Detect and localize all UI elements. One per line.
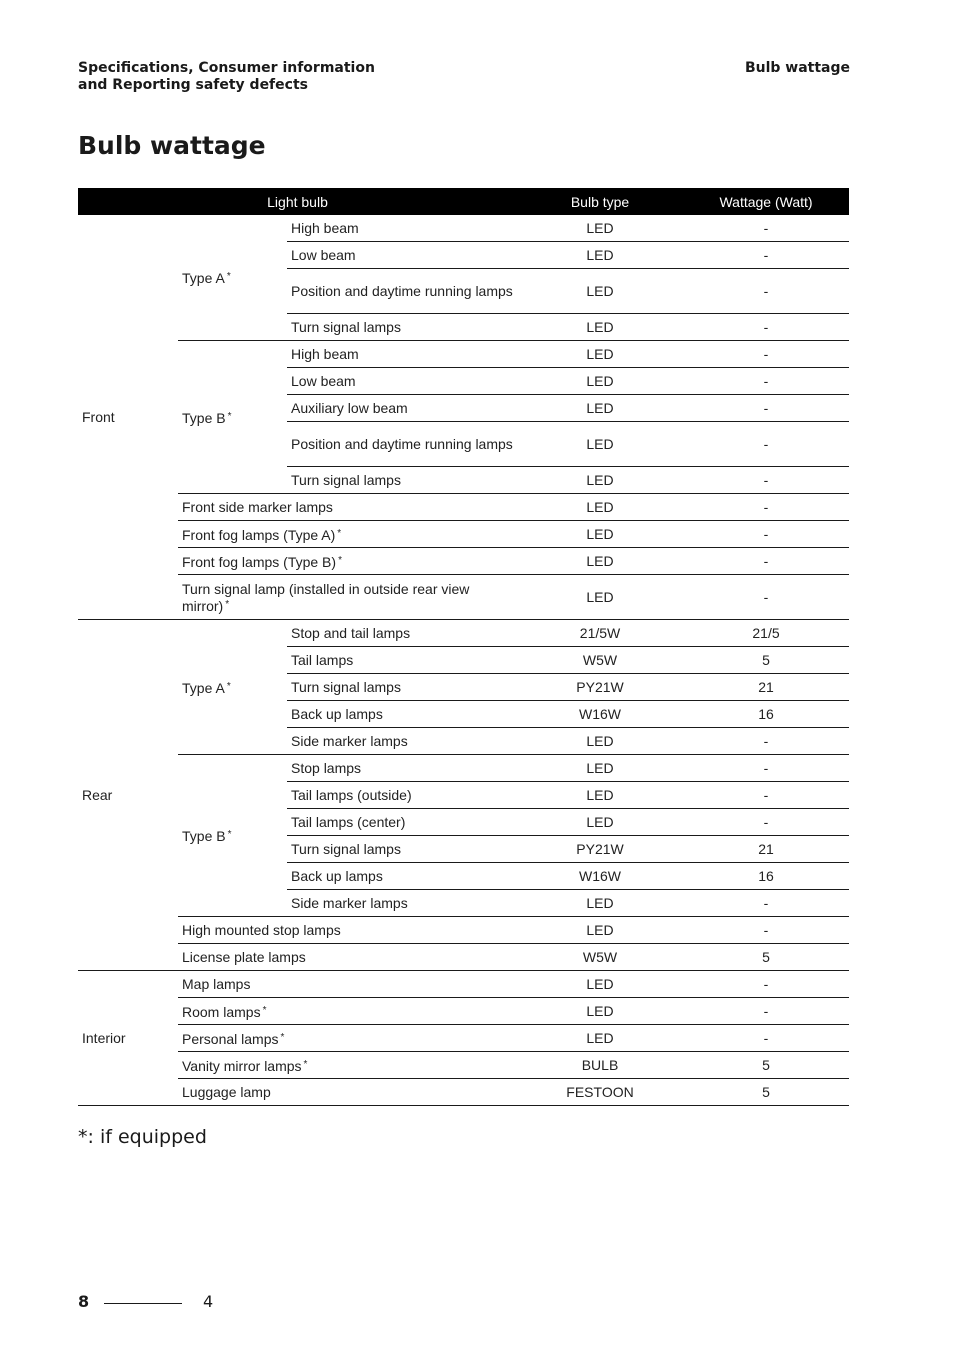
bulb-type: LED: [517, 782, 683, 809]
bulb-wattage: -: [683, 890, 849, 917]
bulb-type: LED: [517, 755, 683, 782]
bulb-type: W16W: [517, 863, 683, 890]
bulb-name: Side marker lamps: [287, 890, 517, 917]
bulb-name: Front fog lamps (Type B): [182, 553, 337, 570]
equipped-marker: *: [225, 598, 230, 610]
bulb-name: Tail lamps (center): [287, 809, 517, 836]
page-title: Bulb wattage: [78, 131, 266, 160]
table-row: [78, 1025, 849, 1052]
bulb-wattage: -: [683, 422, 849, 467]
bulb-type: LED: [517, 395, 683, 422]
table-row: [78, 1079, 849, 1106]
bulb-name: Back up lamps: [287, 701, 517, 728]
bulb-name: Tail lamps (outside): [287, 782, 517, 809]
bulb-type: LED: [517, 215, 683, 242]
equipped-marker: *: [226, 680, 231, 692]
subgroup-rear-type-a: [178, 620, 287, 755]
bulb-wattage: -: [683, 998, 849, 1025]
bulb-wattage: -: [683, 467, 849, 494]
bulb-wattage: -: [683, 314, 849, 341]
bulb-type: BULB: [517, 1052, 683, 1079]
bulb-name: Back up lamps: [287, 863, 517, 890]
bulb-name-cell: [178, 1025, 517, 1052]
bulb-wattage: 5: [683, 647, 849, 674]
bulb-type: LED: [517, 422, 683, 467]
bulb-name: Tail lamps: [287, 647, 517, 674]
bulb-type: LED: [517, 998, 683, 1025]
page-number: 4: [203, 1292, 214, 1311]
bulb-wattage: -: [683, 728, 849, 755]
equipped-marker: *: [227, 410, 232, 422]
bulb-type: LED: [517, 971, 683, 998]
bulb-wattage: -: [683, 242, 849, 269]
bulb-name: Turn signal lamps: [287, 467, 517, 494]
bulb-wattage: 5: [683, 944, 849, 971]
bulb-type: LED: [517, 809, 683, 836]
bulb-name: Turn signal lamps: [287, 674, 517, 701]
bulb-type: LED: [517, 269, 683, 314]
subgroup-label: Type B: [182, 828, 226, 844]
header-wattage: Wattage (Watt): [683, 188, 849, 215]
bulb-type: LED: [517, 1025, 683, 1052]
bulb-name: Map lamps: [178, 971, 517, 998]
header-line-1: Specifications, Consumer information: [78, 60, 375, 76]
subgroup-front-type-a: [178, 215, 287, 341]
bulb-wattage: 5: [683, 1052, 849, 1079]
bulb-name: Stop lamps: [287, 755, 517, 782]
group-rear: Rear: [78, 620, 178, 971]
bulb-wattage: -: [683, 917, 849, 944]
equipped-marker: *: [280, 1031, 285, 1043]
running-header-topic: Bulb wattage: [744, 60, 850, 76]
table-row: [78, 917, 849, 944]
bulb-type: 21/5W: [517, 620, 683, 647]
bulb-wattage: 21: [683, 836, 849, 863]
bulb-name: High beam: [287, 341, 517, 368]
bulb-wattage-table: [78, 188, 849, 1106]
bulb-name: Turn signal lamps: [287, 836, 517, 863]
subgroup-rear-type-b: [178, 755, 287, 917]
equipped-marker: *: [337, 527, 342, 539]
bulb-name: Front side marker lamps: [178, 494, 517, 521]
bulb-name: Turn signal lamps: [287, 314, 517, 341]
table-row: [78, 548, 849, 575]
bulb-wattage: -: [683, 1025, 849, 1052]
equipped-marker: *: [338, 554, 342, 566]
bulb-wattage: -: [683, 494, 849, 521]
equipped-marker: *: [303, 1058, 308, 1070]
table-row: [78, 575, 849, 620]
table-row: [78, 521, 849, 548]
bulb-wattage: -: [683, 809, 849, 836]
bulb-wattage: -: [683, 215, 849, 242]
bulb-wattage: 5: [683, 1079, 849, 1106]
bulb-name: Auxiliary low beam: [287, 395, 517, 422]
bulb-name-cell: [178, 575, 517, 620]
bulb-name-cell: [178, 521, 517, 548]
bulb-name: License plate lamps: [178, 944, 517, 971]
bulb-type: LED: [517, 521, 683, 548]
bulb-type: PY21W: [517, 674, 683, 701]
bulb-wattage: -: [683, 782, 849, 809]
group-interior: Interior: [78, 971, 178, 1106]
bulb-wattage: -: [683, 395, 849, 422]
equipped-marker: *: [227, 829, 232, 840]
bulb-name: High mounted stop lamps: [178, 917, 517, 944]
bulb-wattage: -: [683, 368, 849, 395]
footer-divider: [104, 1303, 182, 1304]
bulb-type: FESTOON: [517, 1079, 683, 1106]
table-row: [78, 341, 849, 368]
bulb-type: LED: [517, 314, 683, 341]
bulb-name-cell: [178, 1052, 517, 1079]
bulb-wattage: -: [683, 521, 849, 548]
subgroup-front-type-b: [178, 341, 287, 494]
bulb-name: Luggage lamp: [178, 1079, 517, 1106]
equipped-marker: *: [262, 1004, 267, 1016]
bulb-type: LED: [517, 467, 683, 494]
chapter-number: 8: [78, 1292, 90, 1311]
bulb-name-cell: [178, 548, 517, 575]
bulb-wattage: 21: [683, 674, 849, 701]
bulb-wattage: -: [683, 755, 849, 782]
footnote-if-equipped: *: if equipped: [78, 1126, 207, 1148]
bulb-name: Vanity mirror lamps: [182, 1057, 302, 1074]
bulb-type: W5W: [517, 647, 683, 674]
bulb-name: Low beam: [287, 242, 517, 269]
bulb-type: LED: [517, 242, 683, 269]
bulb-type: LED: [517, 494, 683, 521]
bulb-wattage: 16: [683, 701, 849, 728]
table-row: [78, 215, 849, 242]
subgroup-label: Type B: [182, 409, 226, 426]
bulb-wattage: -: [683, 341, 849, 368]
bulb-name: Low beam: [287, 368, 517, 395]
bulb-name: Position and daytime running lamps: [287, 269, 517, 314]
header-bulb-type: Bulb type: [517, 188, 683, 215]
bulb-name-cell: [178, 998, 517, 1025]
bulb-wattage: -: [683, 548, 849, 575]
bulb-wattage: 21/5: [683, 620, 849, 647]
bulb-type: LED: [517, 728, 683, 755]
table-row: [78, 755, 849, 782]
bulb-wattage: 16: [683, 863, 849, 890]
bulb-type: W16W: [517, 701, 683, 728]
bulb-type: LED: [517, 575, 683, 620]
bulb-wattage: -: [683, 269, 849, 314]
table-row: [78, 971, 849, 998]
table-row: [78, 998, 849, 1025]
table-row: [78, 1052, 849, 1079]
bulb-type: LED: [517, 341, 683, 368]
bulb-type: LED: [517, 917, 683, 944]
header-light-bulb: Light bulb: [78, 188, 517, 215]
bulb-name: Personal lamps: [182, 1030, 279, 1047]
table-row: [78, 494, 849, 521]
bulb-name: Room lamps: [182, 1003, 261, 1020]
group-front: Front: [78, 215, 178, 620]
bulb-type: LED: [517, 368, 683, 395]
table-row: [78, 944, 849, 971]
subgroup-label: Type A: [182, 679, 225, 696]
bulb-type: LED: [517, 890, 683, 917]
bulb-name: Side marker lamps: [287, 728, 517, 755]
bulb-name: High beam: [287, 215, 517, 242]
table-header-row: [78, 188, 849, 215]
bulb-type: LED: [517, 548, 683, 575]
running-header-section: [78, 60, 375, 94]
bulb-name: Turn signal lamp (installed in outside rear view mirror): [182, 580, 470, 614]
equipped-marker: *: [226, 271, 231, 282]
bulb-name: Stop and tail lamps: [287, 620, 517, 647]
subgroup-label: Type A: [182, 270, 225, 286]
bulb-type: W5W: [517, 944, 683, 971]
table-row: [78, 620, 849, 647]
bulb-name: Position and daytime running lamps: [287, 422, 517, 467]
bulb-type: PY21W: [517, 836, 683, 863]
bulb-name: Front fog lamps (Type A): [182, 526, 336, 543]
header-line-2: and Reporting safety defects: [78, 77, 308, 93]
bulb-wattage: -: [683, 575, 849, 620]
bulb-wattage: -: [683, 971, 849, 998]
